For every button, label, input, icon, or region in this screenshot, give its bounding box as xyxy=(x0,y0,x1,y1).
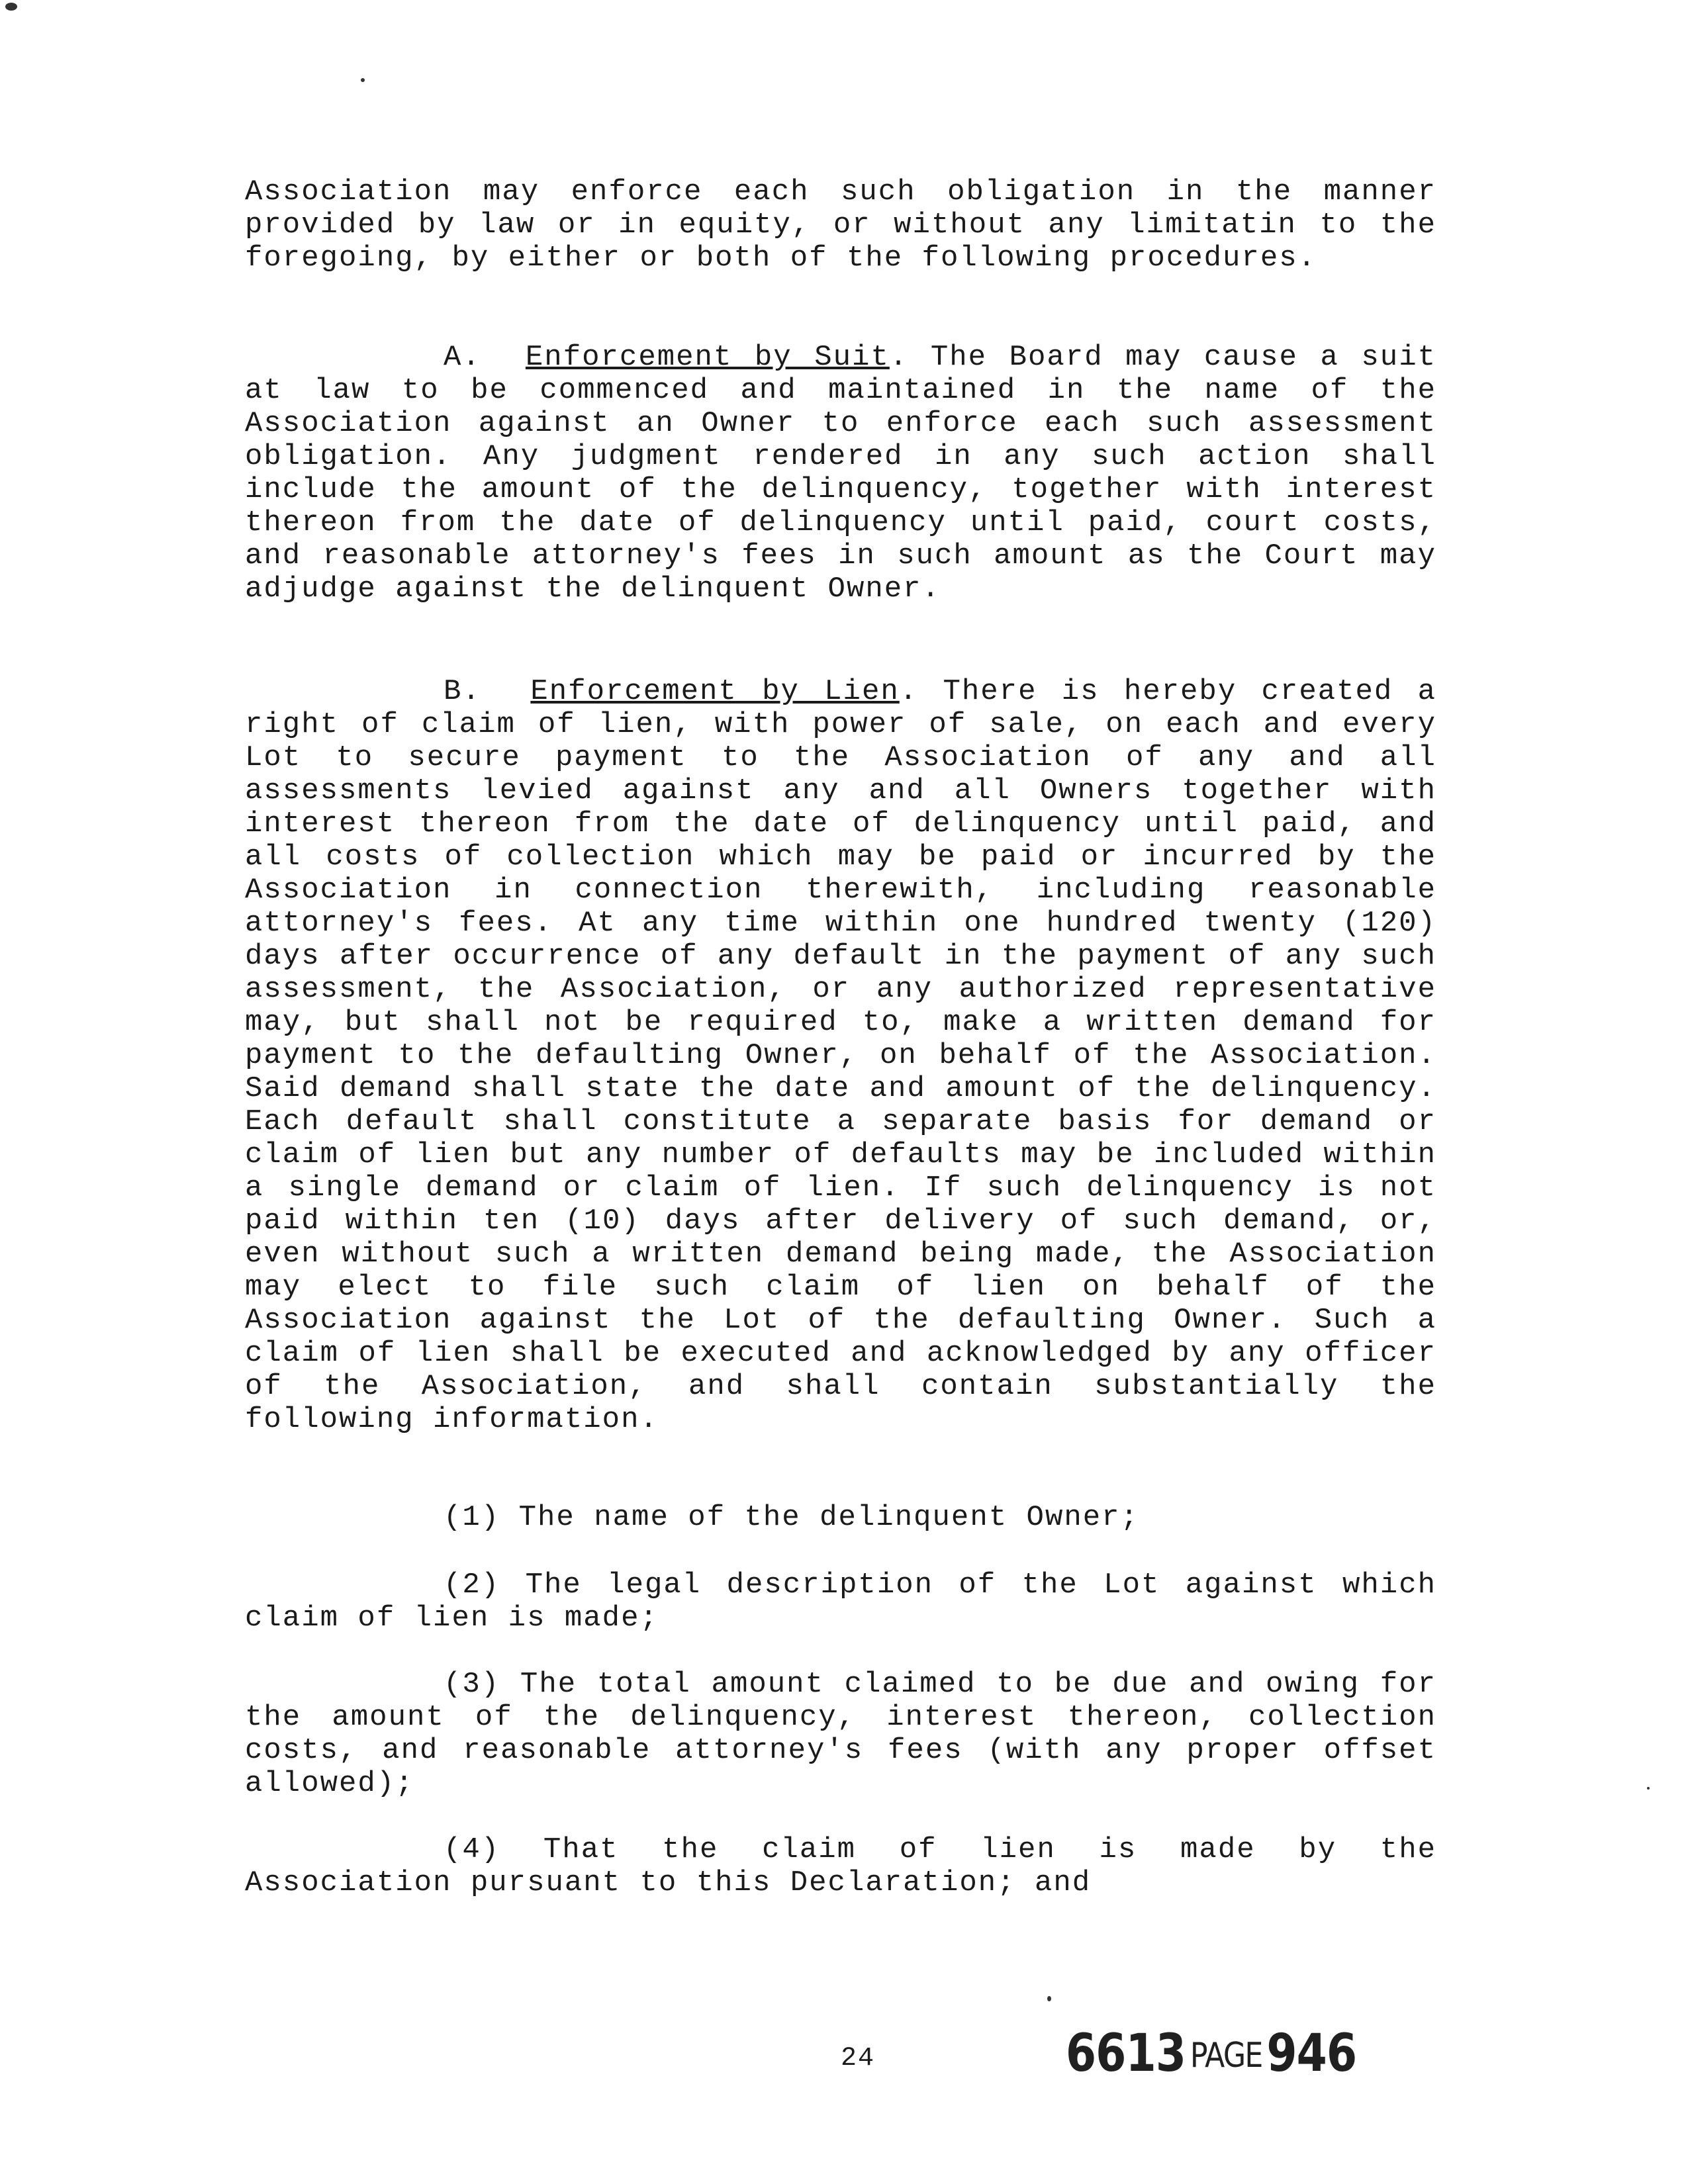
stamp-book-number: 6613 xyxy=(1066,2024,1186,2083)
list-item-1-text: (1) The name of the delinquent Owner; xyxy=(444,1501,1139,1534)
section-a-paragraph xyxy=(245,341,1436,606)
stamp-page-number: 946 xyxy=(1266,2024,1357,2083)
list-item-4-text: (4) That the claim of lien is made by the Association pursuant to this Declaration; and xyxy=(245,1833,1436,1899)
intro-text: Association may enforce each such obligation in the manner provided by law or in equity, or without any limitatin to the foregoing, by either or both of the following procedures. xyxy=(245,175,1436,275)
list-item-2 xyxy=(245,1569,1436,1635)
list-item-3 xyxy=(245,1668,1436,1800)
scan-speck xyxy=(361,78,365,82)
recording-stamp xyxy=(1066,2024,1356,2083)
stamp-page-label: PAGE xyxy=(1190,2036,1262,2075)
scan-speck xyxy=(5,3,17,11)
section-b-body: . There is hereby created a right of claim of lien, with power of sale, on each and every Lot to secure payment to the Association of any and all assessments levied against any and all Owners together with interest thereon from the date of delinquency until paid, and all costs of collection which may be paid or incurred by the Association in connection therewith, including reasonable attorney's fees. At any time within one hundred twenty (120) days after occurrence of any default in the payment of any such assessment, the Association, or any authorized representative may, but shall not be required to, make a written demand for payment to the defaulting Owner, on behalf of the Association. Said demand shall state the date and amount of the delinquency. Each default shall constitute a separate basis for demand or claim of lien but any number of defaults may be included within a single demand or claim of lien. If such delinquency is not paid within ten (10) days after delivery of such demand, or, even without such a written demand being made, the Association may elect to file such claim of lien on behalf of the Association against the Lot of the defaulting Owner. Such a claim of lien shall be executed and acknowledged by any officer of the Association, and shall contain substantially the following information. xyxy=(245,675,1437,1436)
list-item-4 xyxy=(245,1833,1436,1899)
list-item-1 xyxy=(245,1501,1436,1534)
scan-speck xyxy=(1047,1996,1051,2001)
page-number: 24 xyxy=(841,2044,876,2073)
section-b-paragraph xyxy=(245,675,1436,1436)
section-a-body: . The Board may cause a suit at law to be commenced and maintained in the name of the Association against an Owner to enforce each such assessment obligation. Any judgment rendered in any such action shall include the amount of the delinquency, together with interest thereon from the date of delinquency until paid, court costs, and reasonable attorney's fees in such amount as the Court may adjudge against the delinquent Owner. xyxy=(245,341,1437,606)
list-item-3-text: (3) The total amount claimed to be due and owing for the amount of the delinquency, interest thereon, collection costs, and reasonable attorney's fees (with any proper offset allowed); xyxy=(245,1668,1436,1800)
scan-speck xyxy=(1647,1787,1650,1790)
section-a-heading: Enforcement by Suit xyxy=(525,341,890,374)
intro-paragraph xyxy=(245,175,1436,275)
section-b-label: B. xyxy=(444,675,481,708)
list-item-2-text: (2) The legal description of the Lot against which claim of lien is made; xyxy=(245,1569,1436,1635)
section-b-heading: Enforcement by Lien xyxy=(530,675,900,708)
section-a-label: A. xyxy=(444,341,481,374)
